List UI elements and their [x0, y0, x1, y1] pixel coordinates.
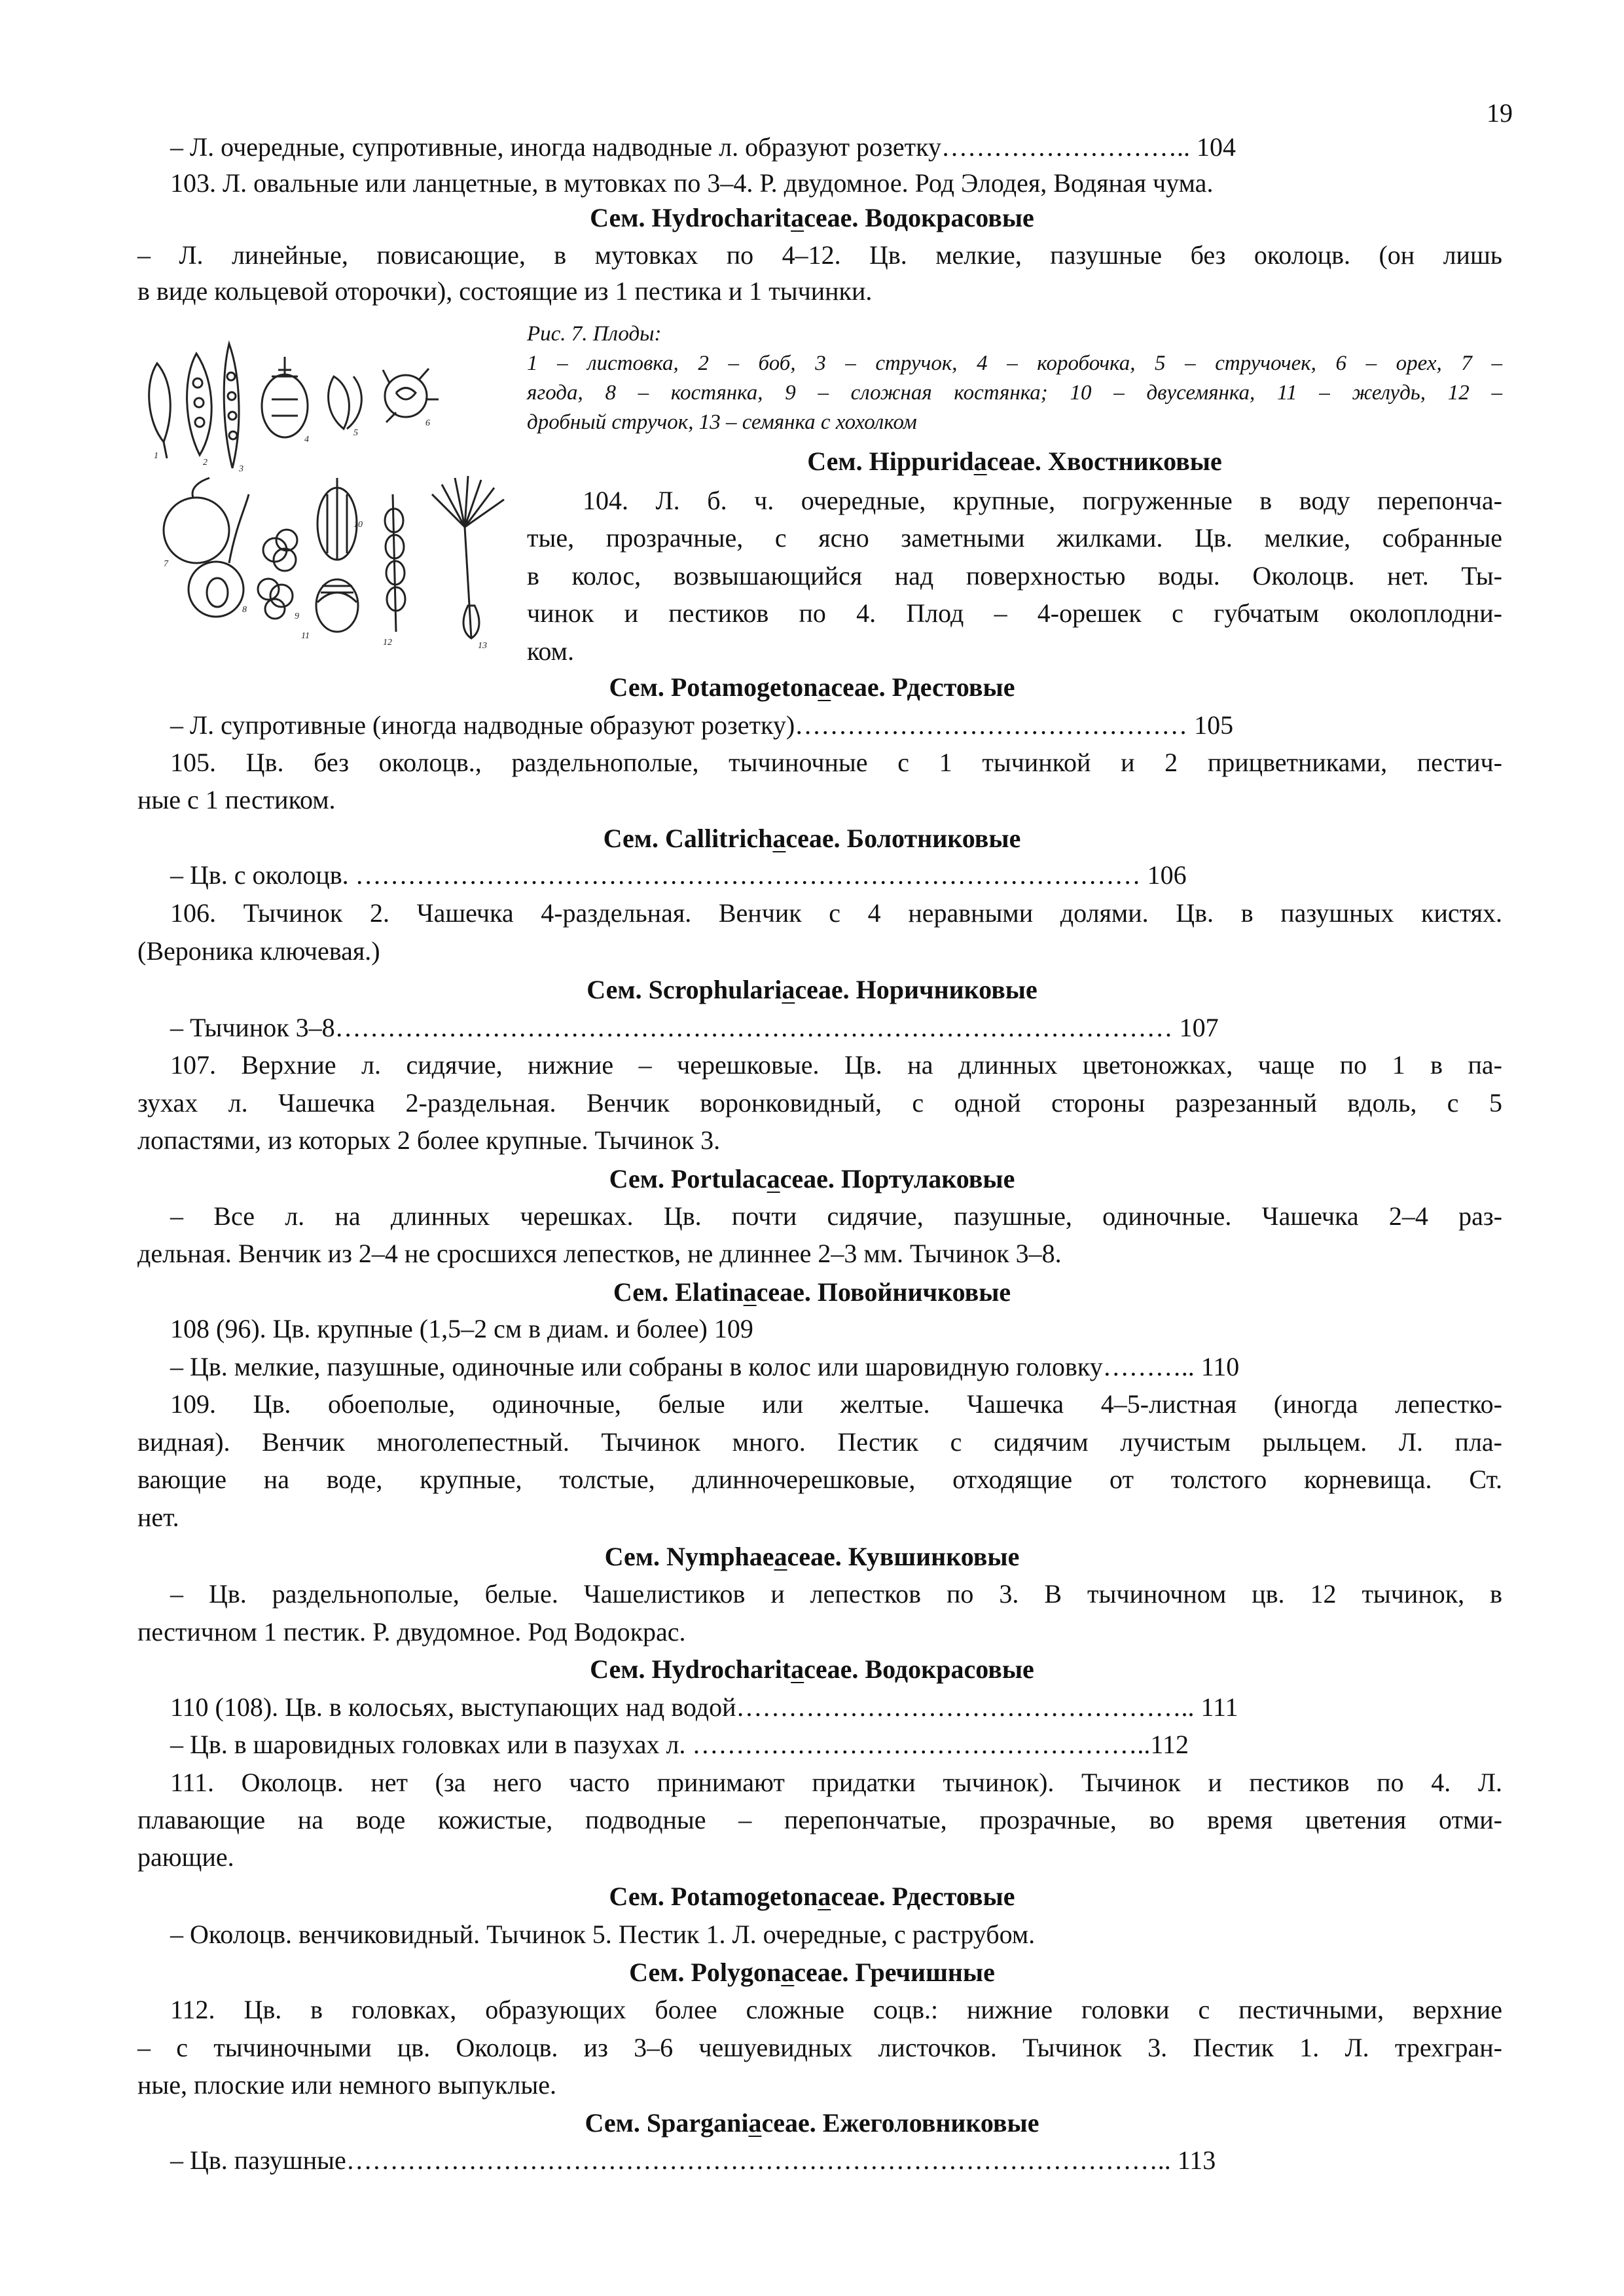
text-line: рающие.	[137, 1842, 234, 1872]
text-line: 110 (108). Цв. в колосьях, выступающих над водой…………………………………………….. 111	[170, 1692, 1238, 1722]
family-heading: Сем. Sparganiaceae. Ежеголовниковые	[585, 2108, 1039, 2138]
family-heading: Сем. Potamogetonaceae. Рдестовые	[609, 1882, 1015, 1911]
figure-label: 12	[383, 638, 392, 647]
figure-caption-line: 1 – листовка, 2 – боб, 3 – стручок, 4 – коробочка, 5 – стручочек, 6 – орех, 7 –	[527, 352, 1502, 375]
figure-caption-line: ягода, 8 – костянка, 9 – сложная костянка; 10 – двусемянка, 11 – желудь, 12 –	[527, 381, 1502, 405]
family-heading: Сем. Nymphaeaceae. Кувшинковые	[604, 1542, 1020, 1571]
text-line: 112. Цв. в головках, образующих более сложные соцв.: нижние головки с пестичными, верхние	[170, 1995, 1502, 2024]
figure-label: 13	[478, 641, 487, 651]
text-line: – Цв. раздельнополые, белые. Чашелистиков и лепестков по 3. В тычиночном цв. 12 тычинок, в	[170, 1579, 1502, 1609]
text-line: – Околоцв. венчиковидный. Тычинок 5. Пестик 1. Л. очередные, с раструбом.	[170, 1920, 1036, 1949]
text-line: – Цв. с околоцв. ……………………………………………………………………………… 106	[170, 860, 1187, 890]
text-line: тые, прозрачные, с ясно заметными жилками. Цв. мелкие, собранные	[527, 523, 1502, 553]
family-heading: Сем. Hippuridaceae. Хвостниковые	[807, 446, 1222, 476]
text-line: дельная. Венчик из 2–4 не сросшихся лепестков, не длиннее 2–3 мм. Тычинок 3–8.	[137, 1239, 1062, 1268]
figure-caption-title: Рис. 7. Плоды:	[527, 322, 662, 346]
figure-caption-line: дробный стручок, 13 – семянка с хохолком	[527, 410, 917, 434]
figure-label: 6	[425, 418, 430, 428]
text-line: 104. Л. б. ч. очередные, крупные, погруженные в воду перепонча-	[583, 486, 1502, 515]
text-line: 111. Околоцв. нет (за него часто принимают придатки тычинок). Тычинок и пестиков по 4. Л.	[170, 1768, 1502, 1797]
figure-label: 9	[295, 611, 299, 621]
text-line: – Цв. мелкие, пазушные, одиночные или собраны в колос или шаровидную головку……….. 110	[170, 1352, 1240, 1381]
figure-label: 2	[203, 458, 208, 467]
text-line: – Л. супротивные (иногда надводные образуют розетку)……………………………………… 105	[170, 710, 1234, 740]
text-line: в виде кольцевой оторочки), состоящие из 1 пестика и 1 тычинки.	[137, 276, 873, 306]
text-line: чинок и пестиков по 4. Плод – 4-орешек с губчатым околоплодни-	[527, 598, 1502, 628]
text-line: ком.	[527, 636, 574, 666]
text-line: 109. Цв. обоеполые, одиночные, белые или желтые. Чашечка 4–5-листная (иногда лепестко-	[170, 1389, 1502, 1419]
text-line: видная). Венчик многолепестный. Тычинок много. Пестик с сидячим лучистым рыльцем. Л. пла-	[137, 1427, 1502, 1457]
text-line: 107. Верхние л. сидячие, нижние – черешковые. Цв. на длинных цветоножках, чаще по 1 в па-	[170, 1050, 1502, 1080]
page-number: 19	[1487, 98, 1513, 128]
figure-label: 8	[242, 605, 247, 615]
family-heading: Сем. Scrophulariaceae. Норичниковые	[586, 975, 1038, 1004]
family-heading: Сем. Elatinaceae. Повойничковые	[613, 1277, 1011, 1307]
text-line: вающие на воде, крупные, толстые, длинночерешковые, отходящие от толстого корневища. Ст.	[137, 1465, 1502, 1494]
text-line: 106. Тычинок 2. Чашечка 4-раздельная. Венчик с 4 неравными долями. Цв. в пазушных кистях.	[170, 898, 1502, 928]
figure-label: 3	[239, 464, 244, 474]
text-line: – Цв. пазушные………………………………………………………………………………….. 113	[170, 2145, 1216, 2175]
text-line: – Л. линейные, повисающие, в мутовках по 4–12. Цв. мелкие, пазушные без околоцв. (он лишь	[137, 240, 1502, 270]
text-line: – Все л. на длинных черешках. Цв. почти сидячие, пазушные, одиночные. Чашечка 2–4 раз-	[170, 1201, 1502, 1231]
text-line: – Тычинок 3–8…………………………………………………………………………………… 107	[170, 1013, 1219, 1042]
figure-label: 4	[304, 435, 309, 445]
family-heading: Сем. Portulacaceae. Портулаковые	[609, 1164, 1015, 1194]
text-line: в колос, возвышающийся над поверхностью воды. Околоцв. нет. Ты-	[527, 561, 1502, 591]
fruits-illustration	[137, 331, 517, 655]
family-heading: Сем. Callitrichaceae. Болотниковые	[603, 824, 1021, 853]
text-line: – Цв. в шаровидных головках или в пазухах л. ……………………………………………..112	[170, 1730, 1189, 1759]
text-line: зухах л. Чашечка 2-раздельная. Венчик воронковидный, с одной стороны разрезанный вдоль, с 5	[137, 1088, 1502, 1118]
text-line: (Вероника ключевая.)	[137, 936, 380, 966]
figure-label: 5	[353, 428, 358, 438]
text-line: 103. Л. овальные или ланцетные, в мутовках по 3–4. Р. двудомное. Род Элодея, Водяная чума.	[170, 168, 1214, 198]
family-heading: Сем. Polygonaceae. Гречишные	[629, 1958, 995, 1987]
text-line: 108 (96). Цв. крупные (1,5–2 см в диам. и более) 109	[170, 1314, 753, 1343]
text-line: плавающие на воде кожистые, подводные – перепончатые, прозрачные, во время цветения отми-	[137, 1805, 1502, 1834]
family-heading: Сем. Hydrocharitaceae. Водокрасовые	[590, 1654, 1034, 1684]
figure-label: 11	[301, 631, 310, 641]
text-line: нет.	[137, 1503, 179, 1532]
text-line: – Л. очередные, супротивные, иногда надводные л. образуют розетку……………………….. 104	[170, 132, 1236, 162]
figure-label: 10	[353, 520, 363, 530]
family-heading: Сем. Hydrocharitaceae. Водокрасовые	[590, 203, 1034, 232]
family-heading: Сем. Potamogetonaceae. Рдестовые	[609, 672, 1015, 702]
figure-label: 1	[154, 451, 158, 461]
text-line: 105. Цв. без околоцв., раздельнополые, тычиночные с 1 тычинкой и 2 прицветниками, пестич-	[170, 748, 1502, 777]
figure-label: 7	[164, 559, 168, 569]
text-line: ные, плоские или немного выпуклые.	[137, 2070, 556, 2100]
text-line: ные с 1 пестиком.	[137, 785, 336, 814]
text-line: лопастями, из которых 2 более крупные. Тычинок 3.	[137, 1125, 721, 1155]
text-line: – с тычиночными цв. Околоцв. из 3–6 чешуевидных листочков. Тычинок 3. Пестик 1. Л. трехгран-	[137, 2033, 1502, 2062]
text-line: пестичном 1 пестик. Р. двудомное. Род Водокрас.	[137, 1617, 686, 1647]
